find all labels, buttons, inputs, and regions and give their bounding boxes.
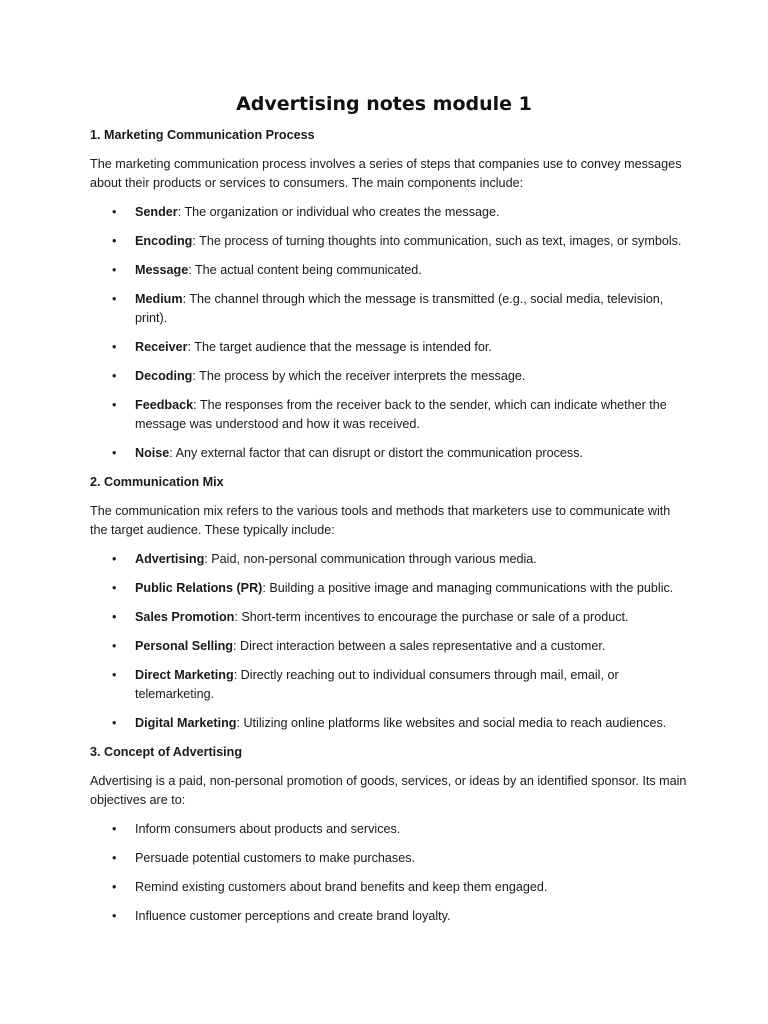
bullet-icon: • (112, 263, 117, 277)
item-term: Sender (135, 205, 178, 219)
bullet-icon: • (112, 398, 117, 412)
item-term: Encoding (135, 234, 193, 248)
list-item (90, 290, 690, 328)
bullet-list (90, 820, 690, 926)
item-text: : Building a positive image and managing communications with the public. (262, 581, 674, 595)
item-term: Direct Marketing (135, 668, 234, 682)
bullet-icon: • (112, 552, 117, 566)
item-term: Sales Promotion (135, 610, 235, 624)
item-text: : Utilizing online platforms like websites and social media to reach audiences. (236, 716, 667, 730)
bullet-icon: • (112, 581, 117, 595)
section-marketing-communication-process (90, 126, 690, 463)
bullet-icon: • (112, 909, 117, 923)
item-text: : Any external factor that can disrupt or distort the communication process. (169, 446, 583, 460)
list-item (90, 637, 690, 656)
section-intro: The marketing communication process involves a series of steps that companies use to convey messages about their products or services to consumers. The main components include: (90, 157, 682, 190)
item-term: Advertising (135, 552, 205, 566)
bullet-icon: • (112, 205, 117, 219)
list-item (90, 367, 690, 386)
bullet-icon: • (112, 716, 117, 730)
bullet-icon: • (112, 369, 117, 383)
list-item (90, 849, 690, 868)
item-text: : The channel through which the message is transmitted (e.g., social media, television, print). (135, 292, 664, 325)
item-text: : Short-term incentives to encourage the purchase or sale of a product. (234, 610, 629, 624)
item-text: : Direct interaction between a sales representative and a customer. (232, 639, 606, 653)
section-heading: 3. Concept of Advertising (90, 745, 243, 759)
section-intro: Advertising is a paid, non-personal promotion of goods, services, or ideas by an identified sponsor. Its main objectives are to: (90, 774, 687, 807)
list-item (90, 396, 690, 434)
section-communication-mix (90, 473, 690, 733)
list-item (90, 338, 690, 357)
item-term: Personal Selling (135, 639, 233, 653)
list-item (90, 261, 690, 280)
item-text: : The organization or individual who creates the message. (177, 205, 500, 219)
item-text: Persuade potential customers to make purchases. (135, 851, 416, 865)
list-item (90, 907, 690, 926)
item-text: : The process of turning thoughts into communication, such as text, images, or symbols. (192, 234, 682, 248)
section-heading: 2. Communication Mix (90, 475, 224, 489)
bullet-icon: • (112, 880, 117, 894)
item-term: Digital Marketing (135, 716, 237, 730)
bullet-icon: • (112, 292, 117, 306)
item-term: Feedback (135, 398, 194, 412)
document-title: Advertising notes module 1 (236, 93, 532, 115)
item-term: Medium (135, 292, 183, 306)
bullet-icon: • (112, 639, 117, 653)
document-body (90, 126, 690, 936)
bullet-icon: • (112, 446, 117, 460)
list-item (90, 203, 690, 222)
bullet-icon: • (112, 610, 117, 624)
item-term: Noise (135, 446, 170, 460)
item-text: : Paid, non-personal communication through various media. (204, 552, 537, 566)
list-item (90, 714, 690, 733)
item-text: : Directly reaching out to individual consumers through mail, email, or telemarketing. (135, 668, 619, 701)
bullet-list (90, 550, 690, 733)
list-item (90, 666, 690, 704)
item-text: : The target audience that the message is intended for. (187, 340, 492, 354)
list-item (90, 579, 690, 598)
bullet-icon: • (112, 340, 117, 354)
list-item (90, 444, 690, 463)
bullet-icon: • (112, 822, 117, 836)
item-term: Message (135, 263, 189, 277)
bullet-list (90, 203, 690, 463)
item-text: Influence customer perceptions and create brand loyalty. (135, 909, 451, 923)
item-term: Public Relations (PR) (135, 581, 263, 595)
section-concept-of-advertising (90, 743, 690, 926)
bullet-icon: • (112, 234, 117, 248)
bullet-icon: • (112, 668, 117, 682)
item-text: : The responses from the receiver back to the sender, which can indicate whether the message was understood and how it was received. (135, 398, 667, 431)
item-text: : The process by which the receiver interprets the message. (192, 369, 526, 383)
list-item (90, 550, 690, 569)
bullet-icon: • (112, 851, 117, 865)
list-item (90, 608, 690, 627)
list-item (90, 820, 690, 839)
list-item (90, 878, 690, 897)
section-intro: The communication mix refers to the various tools and methods that marketers use to communicate with the target audience. These typically include: (90, 504, 671, 537)
item-text: Remind existing customers about brand benefits and keep them engaged. (135, 880, 548, 894)
item-term: Decoding (135, 369, 193, 383)
section-heading: 1. Marketing Communication Process (90, 128, 315, 142)
item-text: : The actual content being communicated. (188, 263, 422, 277)
list-item (90, 232, 690, 251)
item-term: Receiver (135, 340, 188, 354)
item-text: Inform consumers about products and services. (135, 822, 401, 836)
